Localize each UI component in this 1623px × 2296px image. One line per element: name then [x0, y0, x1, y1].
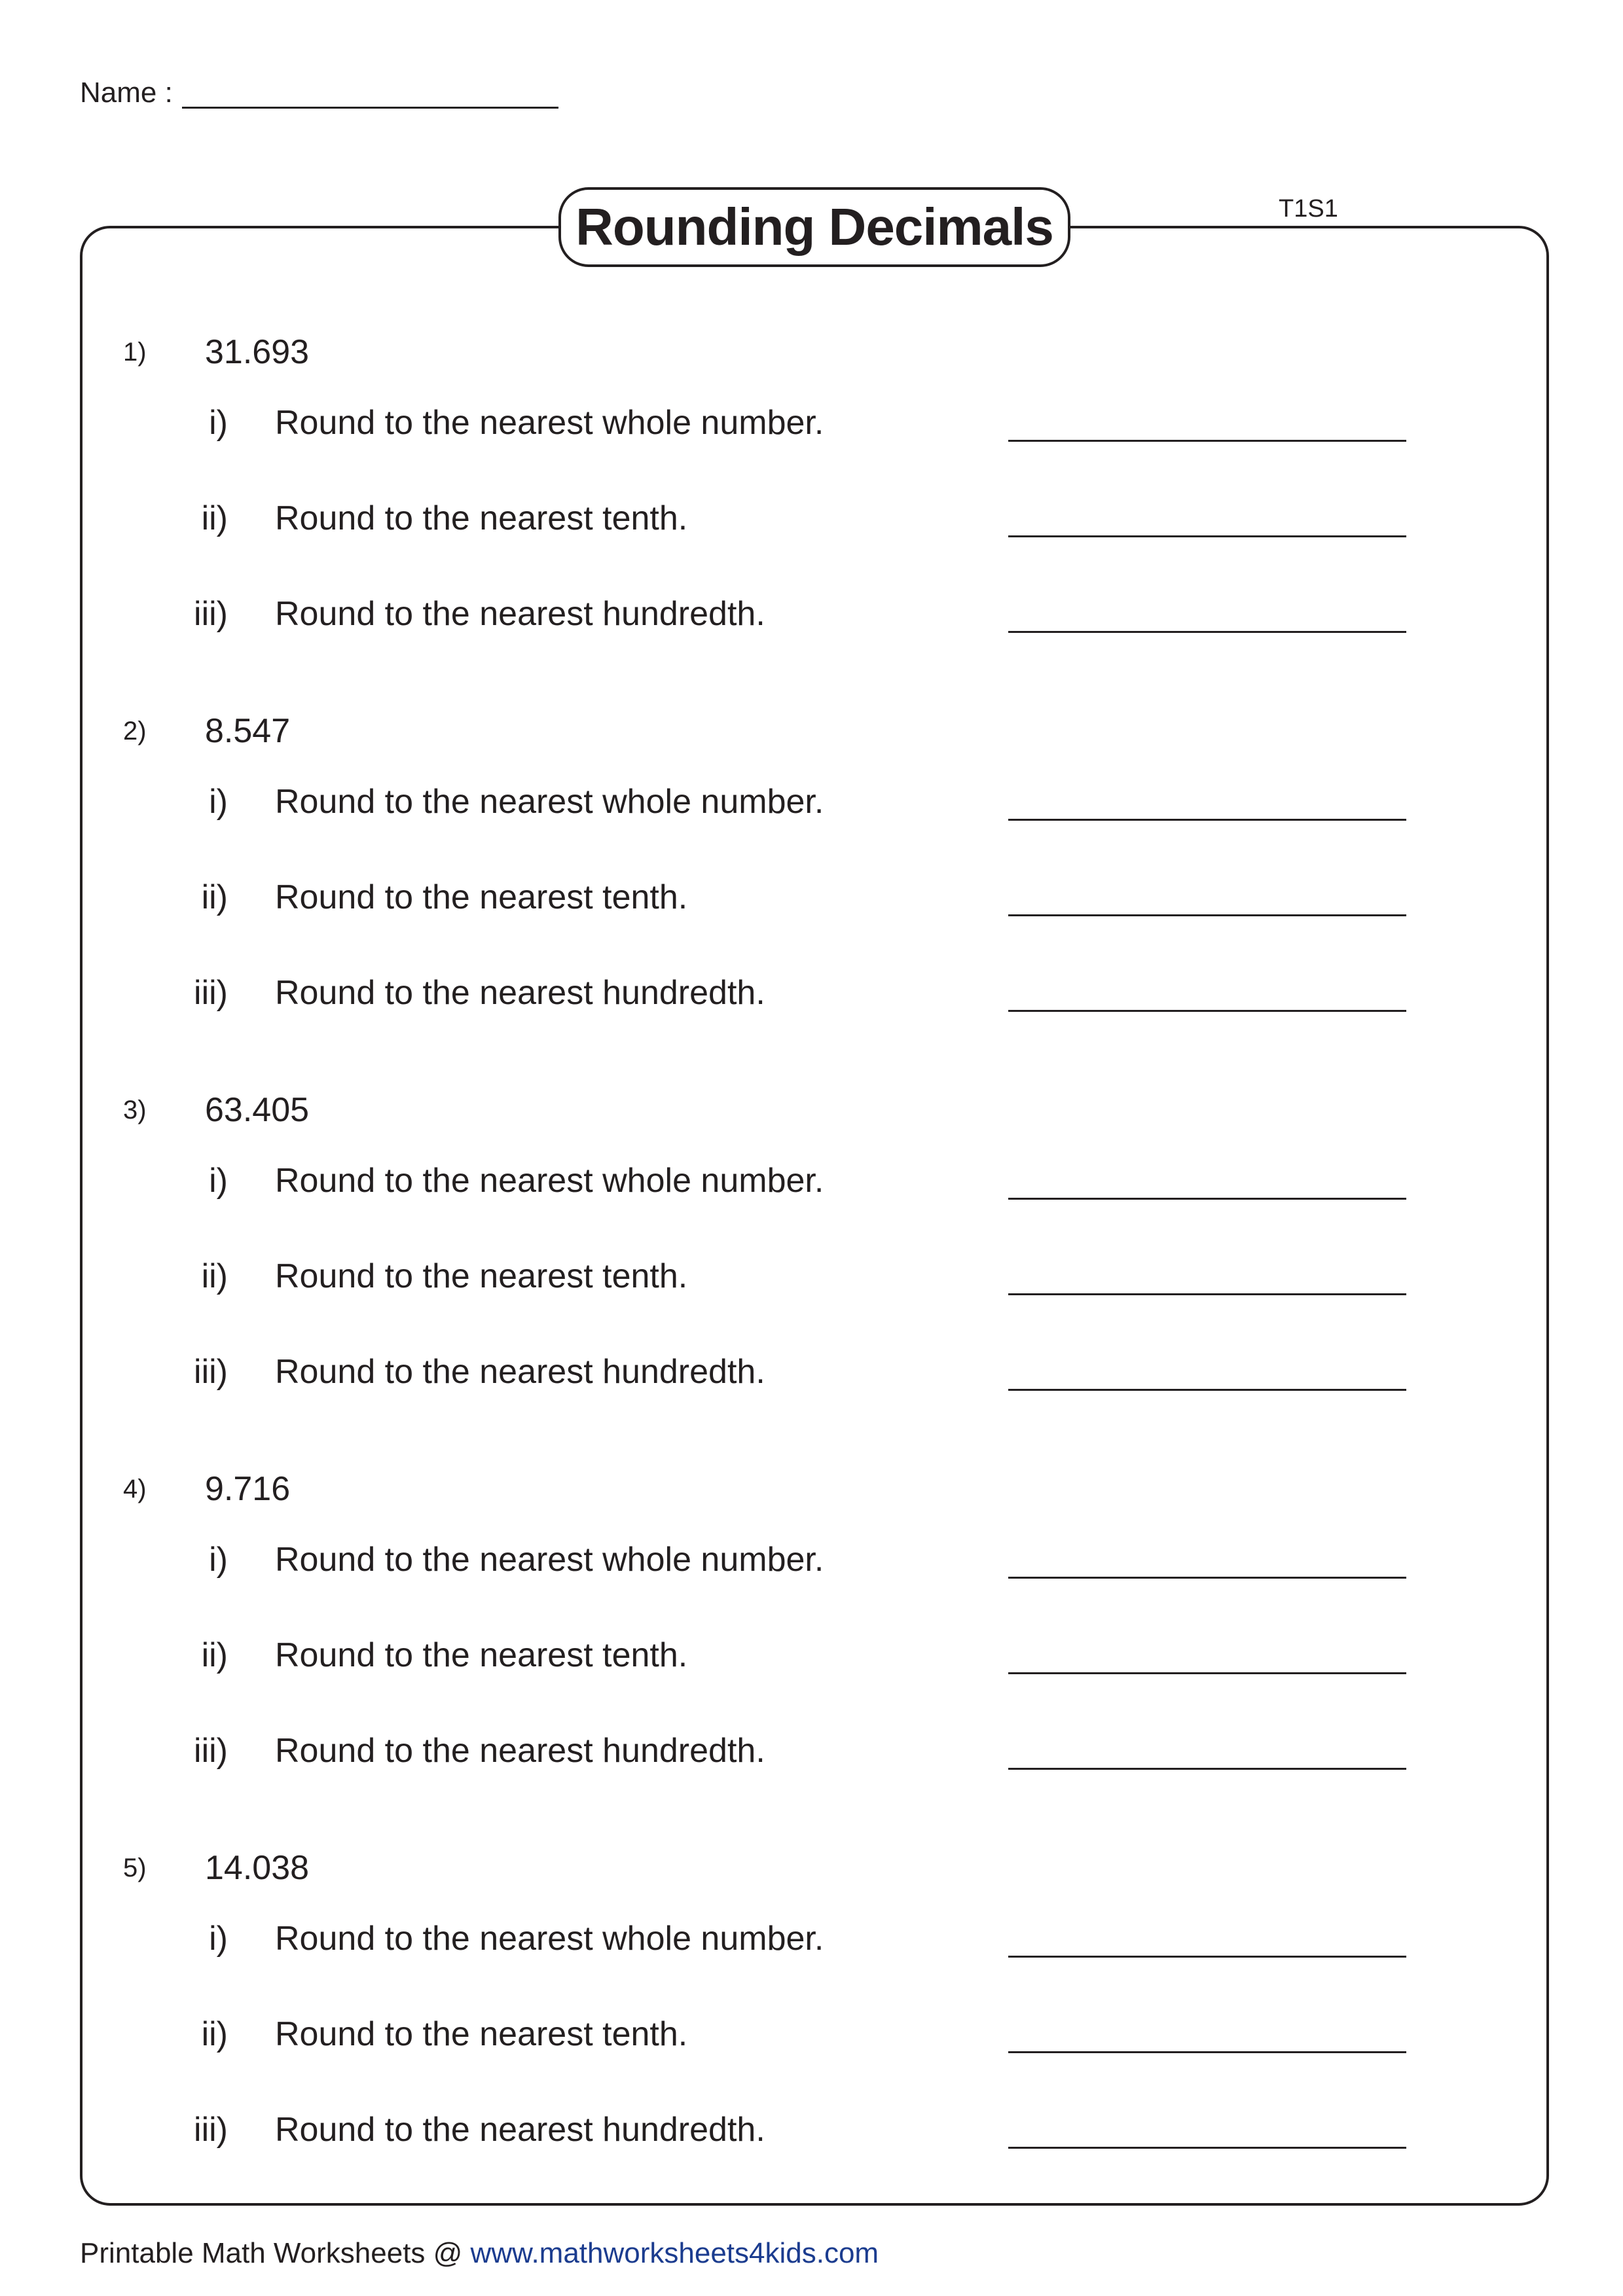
sub-number: i)	[209, 1162, 228, 1200]
sub-number: ii)	[201, 878, 228, 916]
sub-question	[0, 780, 1623, 833]
problem-number: 1)	[123, 338, 147, 367]
answer-blank[interactable]	[1008, 1768, 1406, 1770]
sub-number: i)	[209, 404, 228, 442]
sub-number: ii)	[201, 499, 228, 537]
answer-blank[interactable]	[1008, 819, 1406, 821]
sub-text: Round to the nearest whole number.	[275, 1920, 824, 1958]
problem-1	[0, 331, 1623, 697]
sub-text: Round to the nearest tenth.	[275, 1257, 688, 1295]
sub-question	[0, 497, 1623, 549]
sub-text: Round to the nearest tenth.	[275, 2015, 688, 2053]
worksheet-code: T1S1	[1279, 195, 1338, 223]
sub-text: Round to the nearest hundredth.	[275, 1353, 765, 1391]
sub-question	[0, 1634, 1623, 1686]
sub-number: ii)	[201, 1636, 228, 1674]
sub-number: i)	[209, 1541, 228, 1579]
sub-number: i)	[209, 783, 228, 821]
sub-question	[0, 1538, 1623, 1590]
title-text: Rounding Decimals	[575, 198, 1053, 256]
worksheet-title	[558, 187, 1070, 267]
sub-question	[0, 2013, 1623, 2065]
sub-question	[0, 1917, 1623, 1969]
footer-text: Printable Math Worksheets @	[80, 2237, 471, 2269]
sub-number: iii)	[194, 1353, 228, 1391]
problem-number: 2)	[123, 717, 147, 745]
answer-blank[interactable]	[1008, 1389, 1406, 1391]
sub-question	[0, 971, 1623, 1024]
sub-number: iii)	[194, 974, 228, 1012]
sub-text: Round to the nearest whole number.	[275, 1162, 824, 1200]
answer-blank[interactable]	[1008, 535, 1406, 537]
problem-value: 8.547	[205, 712, 291, 750]
sub-question	[0, 592, 1623, 645]
answer-blank[interactable]	[1008, 1198, 1406, 1200]
sub-text: Round to the nearest hundredth.	[275, 595, 765, 633]
sub-question	[0, 1255, 1623, 1307]
answer-blank[interactable]	[1008, 631, 1406, 633]
sub-number: iii)	[194, 2111, 228, 2149]
answer-blank[interactable]	[1008, 914, 1406, 916]
problem-number: 4)	[123, 1475, 147, 1503]
sub-text: Round to the nearest hundredth.	[275, 1732, 765, 1770]
answer-blank[interactable]	[1008, 440, 1406, 442]
sub-question	[0, 876, 1623, 928]
answer-blank[interactable]	[1008, 1956, 1406, 1958]
sub-question	[0, 401, 1623, 454]
sub-number: ii)	[201, 1257, 228, 1295]
sub-text: Round to the nearest whole number.	[275, 783, 824, 821]
footer-link[interactable]: www.mathworksheets4kids.com	[470, 2237, 879, 2269]
sub-number: iii)	[194, 595, 228, 633]
answer-blank[interactable]	[1008, 1672, 1406, 1674]
problem-value: 31.693	[205, 333, 310, 371]
problem-value: 63.405	[205, 1091, 310, 1129]
name-row	[80, 73, 558, 113]
answer-blank[interactable]	[1008, 1293, 1406, 1295]
name-field[interactable]	[182, 107, 558, 109]
answer-blank[interactable]	[1008, 1577, 1406, 1579]
sub-text: Round to the nearest tenth.	[275, 499, 688, 537]
sub-number: ii)	[201, 2015, 228, 2053]
problem-number: 3)	[123, 1096, 147, 1124]
answer-blank[interactable]	[1008, 2147, 1406, 2149]
sub-text: Round to the nearest tenth.	[275, 878, 688, 916]
answer-blank[interactable]	[1008, 2051, 1406, 2053]
answer-blank[interactable]	[1008, 1010, 1406, 1012]
problem-value: 14.038	[205, 1849, 310, 1887]
sub-text: Round to the nearest tenth.	[275, 1636, 688, 1674]
name-label: Name :	[80, 77, 173, 109]
sub-text: Round to the nearest hundredth.	[275, 974, 765, 1012]
sub-text: Round to the nearest whole number.	[275, 1541, 824, 1579]
problem-4	[0, 1467, 1623, 1834]
sub-text: Round to the nearest whole number.	[275, 404, 824, 442]
sub-question	[0, 1159, 1623, 1211]
sub-number: i)	[209, 1920, 228, 1958]
sub-question	[0, 1350, 1623, 1403]
footer	[80, 2234, 879, 2273]
problem-value: 9.716	[205, 1470, 291, 1508]
problem-number: 5)	[123, 1854, 147, 1882]
problem-5	[0, 1846, 1623, 2213]
sub-text: Round to the nearest hundredth.	[275, 2111, 765, 2149]
sub-question	[0, 2108, 1623, 2161]
sub-number: iii)	[194, 1732, 228, 1770]
problem-2	[0, 709, 1623, 1076]
problem-3	[0, 1088, 1623, 1455]
sub-question	[0, 1729, 1623, 1782]
